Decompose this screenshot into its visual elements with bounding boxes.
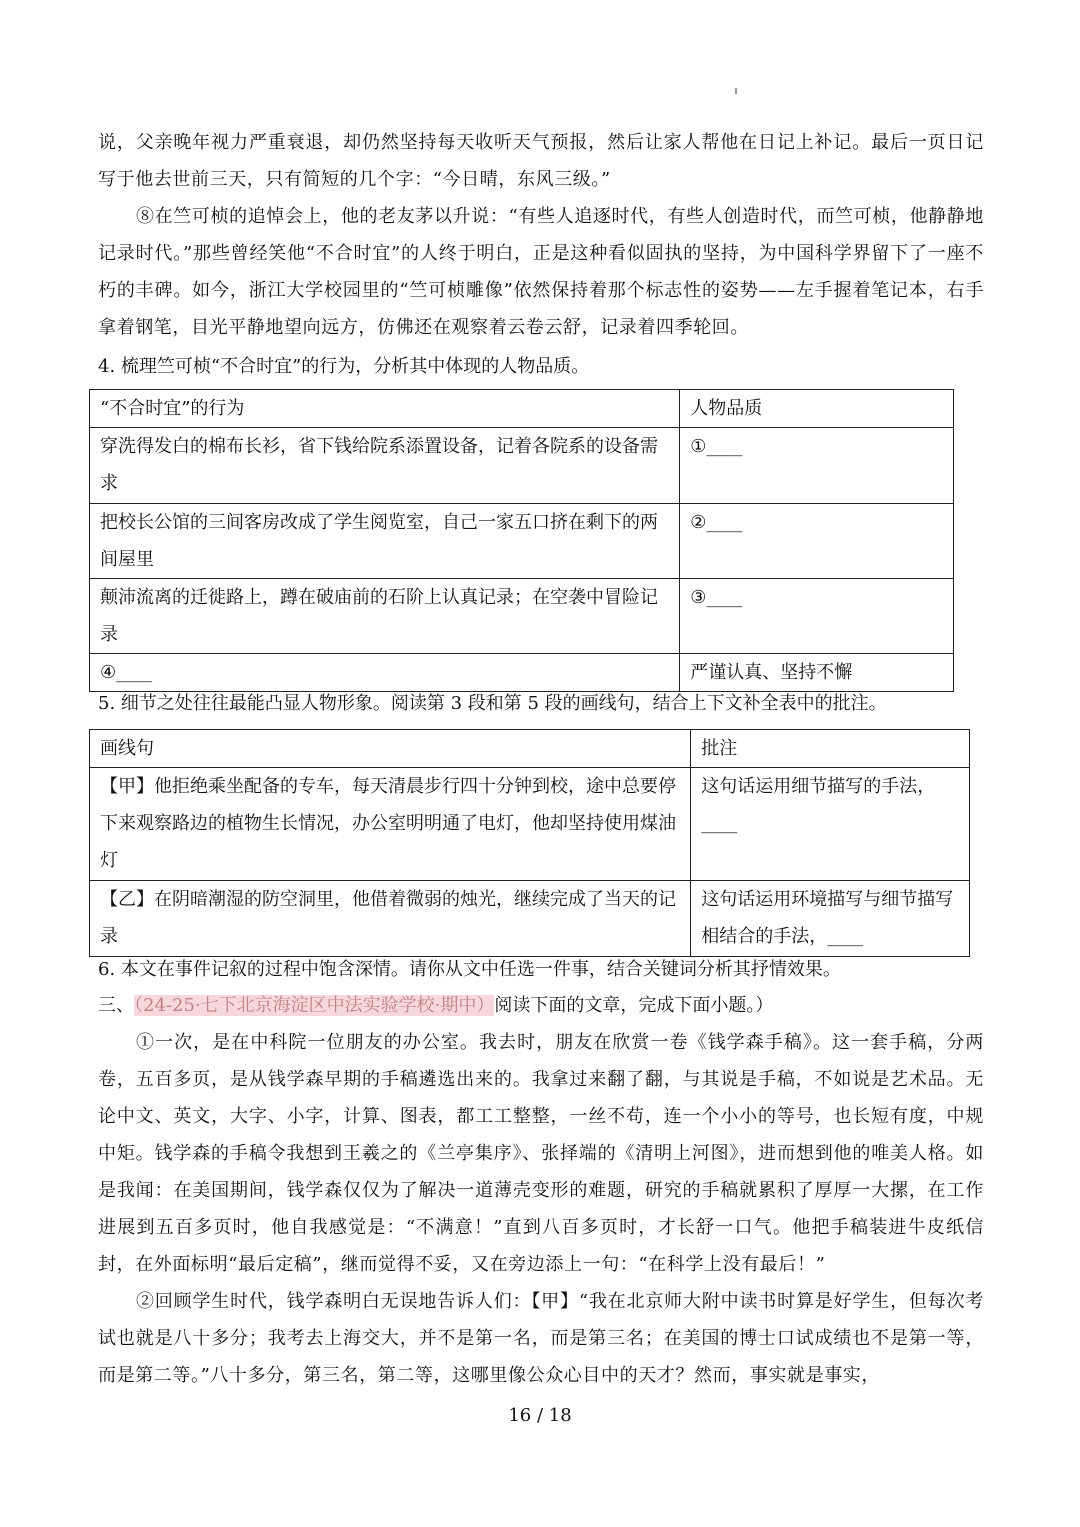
table-header-cell: 画线句 (90, 730, 691, 768)
paragraph-8: ⑧在竺可桢的追悼会上，他的老友茅以升说：“有些人追逐时代，有些人创造时代，而竺可桢，他静静地记录时代。”那些曾经笑他“不合时宜”的人终于明白，正是这种看似固执的坚持，为中国科学界留下了一座不朽的丰碑。如今，浙江大学校园里的“竺可桢雕像”依然保持着那个标志性的姿势——左手握着笔记本，右手拿着钢笔，目光平静地望向远方，仿佛还在观察着云卷云舒，记录着四季轮回。 (98, 206, 984, 338)
page-number: 16 / 18 (508, 1405, 572, 1426)
answer-blank-3[interactable]: ③____ (680, 579, 954, 654)
table-row (90, 504, 954, 579)
annotation-blank-2[interactable]: 这句话运用环境描写与细节描写相结合的手法，____ (691, 881, 970, 957)
scan-mark (735, 88, 737, 94)
table-row (90, 579, 954, 654)
answer-blank-1[interactable]: ①____ (680, 428, 954, 504)
table-header-row (90, 730, 970, 768)
sentence-cell: 【甲】他拒绝乘坐配备的专车，每天清晨步行四十分钟到校，途中总要停下来观察路边的植物生长情况，办公室明明通了电灯，他却坚持使用煤油灯 (90, 768, 691, 881)
table-header-cell: “不合时宜”的行为 (90, 390, 680, 428)
answer-blank-4[interactable]: ④____ (90, 654, 680, 692)
question-5-table (89, 729, 970, 957)
source-tag: （24-25·七下北京海淀区中法实验学校·期中） (134, 995, 495, 1016)
question-4-prompt: 4. 梳理竺可桢“不合时宜”的行为，分析其中体现的人物品质。 (98, 356, 590, 377)
section-number: 三、 (98, 995, 134, 1016)
table-row (90, 881, 970, 957)
table-header-cell: 批注 (691, 730, 970, 768)
table-header-cell: 人物品质 (680, 390, 954, 428)
table-header-row (90, 390, 954, 428)
table-row (90, 428, 954, 504)
question-5-prompt: 5. 细节之处往往最能凸显人物形象。阅读第 3 段和第 5 段的画线句，结合上下文补全表中的批注。 (98, 693, 887, 714)
article-paragraph-2: ②回顾学生时代，钱学森明白无误地告诉人们：【甲】“我在北京师大附中读书时算是好学生，但每次考试也就是八十多分；我考去上海交大，并不是第一名，而是第三名；在美国的博士口试成绩也不是第一等，而是第二等。”八十多分，第三名，第二等，这哪里像公众心目中的天才？然而，事实就是事实， (98, 1291, 984, 1386)
answer-blank-2[interactable]: ②____ (680, 504, 954, 579)
sentence-cell: 【乙】在阴暗潮湿的防空洞里，他借着微弱的烛光，继续完成了当天的记录 (90, 881, 691, 957)
question-4-table (89, 389, 954, 692)
paragraph-continued: 说，父亲晚年视力严重衰退，却仍然坚持每天收听天气预报，然后让家人帮他在日记上补记。最后一页日记写于他去世前三天，只有简短的几个字：“今日晴，东风三级。” (98, 132, 984, 190)
behavior-cell: 颠沛流离的迁徙路上，蹲在破庙前的石阶上认真记录；在空袭中冒险记录 (90, 579, 680, 654)
annotation-blank-1[interactable]: 这句话运用细节描写的手法，____ (691, 768, 970, 881)
quality-cell: 严谨认真、坚持不懈 (680, 654, 954, 692)
section-instruction: 阅读下面的文章，完成下面小题。） (494, 995, 774, 1016)
table-row (90, 768, 970, 881)
behavior-cell: 把校长公馆的三间客房改成了学生阅览室，自己一家五口挤在剩下的两间屋里 (90, 504, 680, 579)
table-row (90, 654, 954, 692)
behavior-cell: 穿洗得发白的棉布长衫，省下钱给院系添置设备，记着各院系的设备需求 (90, 428, 680, 504)
section-3-heading (98, 991, 984, 1021)
question-6-prompt: 6. 本文在事件记叙的过程中饱含深情。请你从文中任选一件事，结合关键词分析其抒情效果。 (98, 959, 841, 980)
article-paragraph-1: ①一次，是在中科院一位朋友的办公室。我去时，朋友在欣赏一卷《钱学森手稿》。这一套手稿，分两卷，五百多页，是从钱学森早期的手稿遴选出来的。我拿过来翻了翻，与其说是手稿，不如说是艺术品。无论中文、英文，大字、小字，计算、图表，都工工整整，一丝不苟，连一个小小的等号，也长短有度，中规中矩。钱学森的手稿令我想到王羲之的《兰亭集序》、张择端的《清明上河图》，进而想到他的唯美人格。如是我闻：在美国期间，钱学森仅仅为了解决一道薄壳变形的难题，研究的手稿就累积了厚厚一大摞，在工作进展到五百多页时，他自我感觉是：“不满意！”直到八百多页时，才长舒一口气。他把手稿装进牛皮纸信封，在外面标明“最后定稿”，继而觉得不妥，又在旁边添上一句：“在科学上没有最后！” (98, 1032, 984, 1275)
